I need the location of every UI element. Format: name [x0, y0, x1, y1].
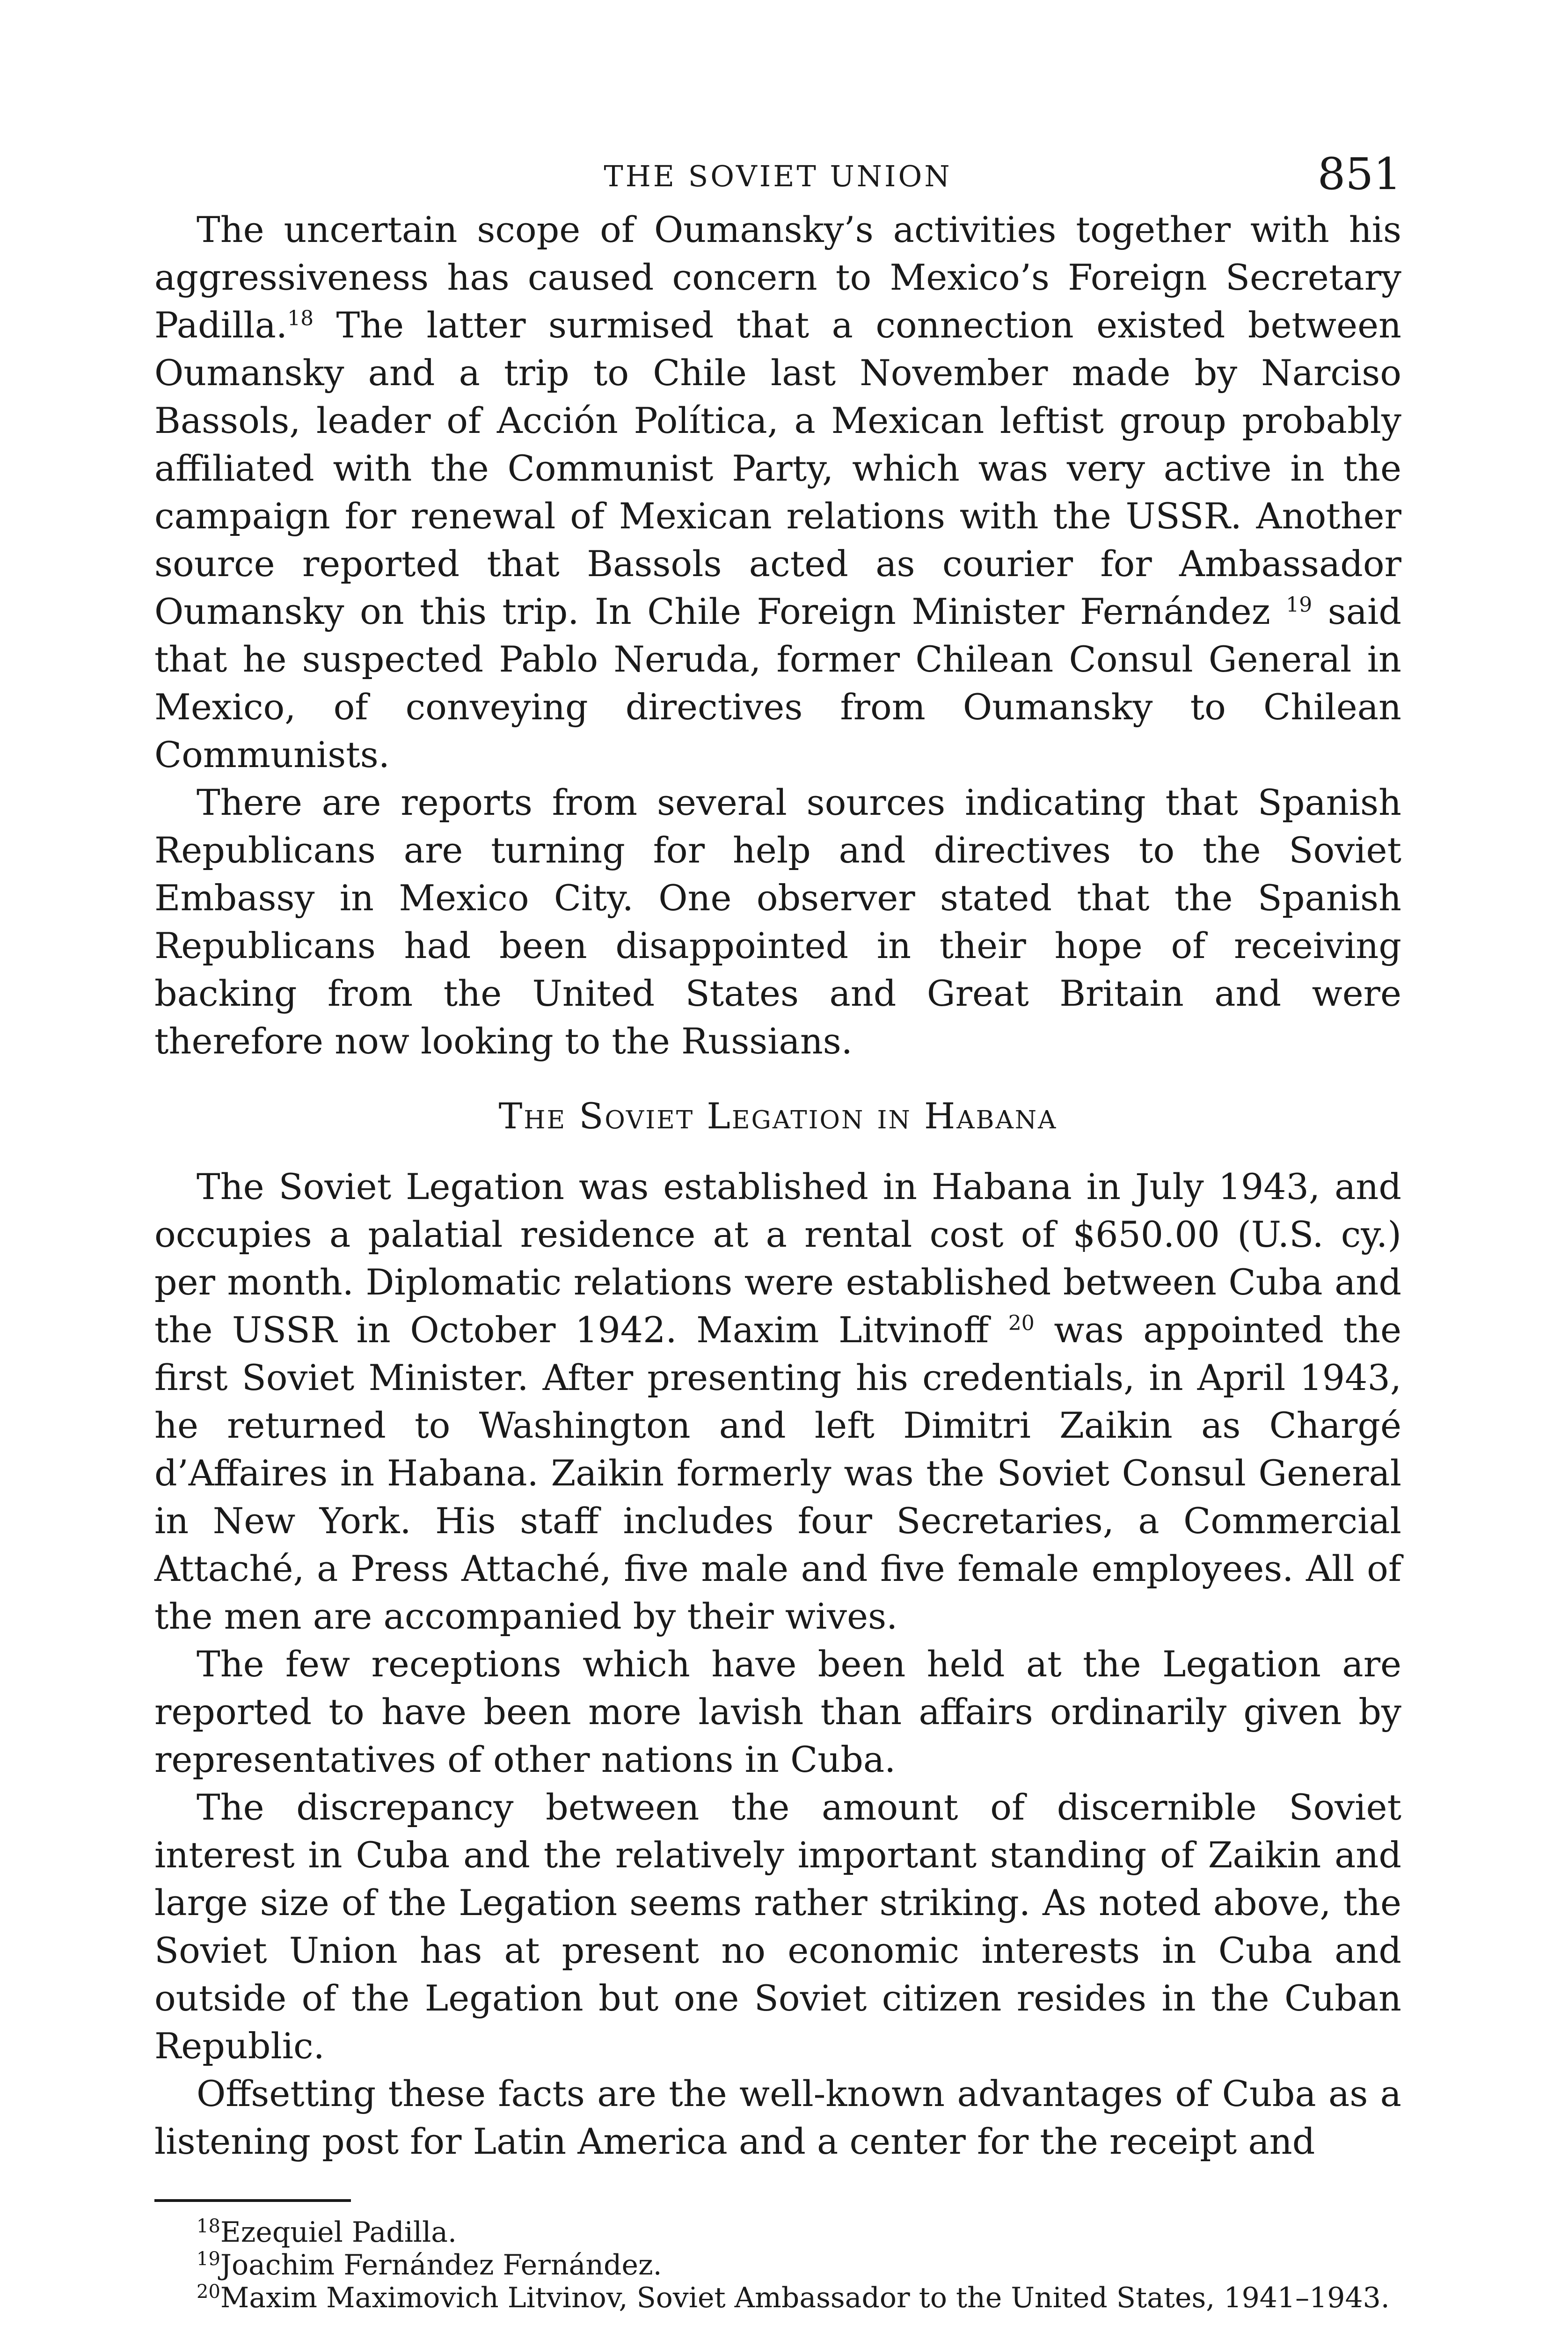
paragraph-spanish-republicans: There are reports from several sources indicating that Spanish Republicans are turning for help and directives to the Soviet Embassy in Mexico City. One observer stated that the Spanish Republicans had been disappointed in their hope of receiving backing from the United States and Great Britain and were therefore now looking to the Russians.	[154, 782, 1401, 1062]
footnote-reference-18: 18	[287, 307, 314, 330]
footnote-18	[154, 2216, 1401, 2249]
footnotes	[154, 2216, 1401, 2314]
footnote-text: Maxim Maximovich Litvinov, Soviet Ambassador to the United States, 1941–1943.	[220, 2282, 1390, 2314]
footnote-reference-20: 20	[1008, 1311, 1035, 1335]
running-title: THE SOVIET UNION	[604, 159, 952, 193]
paragraph-discrepancy: The discrepancy between the amount of discernible Soviet interest in Cuba and the relatively important standing of Zaikin and large size of the Legation seems rather striking. As noted above, the Soviet Union has at present no economic interests in Cuba and outside of the Legation but one Soviet citizen resides in the Cuban Republic.	[154, 1786, 1401, 2067]
paragraph-legation-established	[154, 1163, 1401, 1640]
footnote-number: 18	[197, 2216, 220, 2237]
footnote-text: Ezequiel Padilla.	[220, 2216, 457, 2249]
paragraph-offsetting: Offsetting these facts are the well-known advantages of Cuba as a listening post for Latin America and a center for the receipt and	[154, 2073, 1401, 2162]
paragraph-text: The Soviet Legation was established in Habana in July 1943, and occupies a palatial residence at a rental cost of $650.00 (U.S. cy.) per month. Diplomatic relations were established between Cuba and the USSR in October 1942. Maxim Litvinoff	[154, 1166, 1401, 1351]
paragraph-text: was appointed the first Soviet Minister. After presenting his credentials, in April 1943, he returned to Washington and left Dimitri Zaikin as Chargé d’Affaires in Habana. Zaikin formerly was the Soviet Consul General in New York. His staff includes four Secretaries, a Commercial Attaché, a Press Attaché, five male and five female employees. All of the men are accompanied by their wives.	[154, 1309, 1401, 1637]
page-number: 851	[1317, 149, 1401, 200]
section-heading: The Soviet Legation in Habana	[498, 1095, 1057, 1137]
paragraph-text: said that he suspected Pablo Neruda, former Chilean Consul General in Mexico, of conveying directives from Oumansky to Chilean Communists.	[154, 591, 1401, 775]
footnote-number: 20	[197, 2281, 220, 2303]
footnote-number: 19	[197, 2248, 220, 2270]
paragraph-text: The latter surmised that a connection existed between Oumansky and a trip to Chile last November made by Narciso Bassols, leader of Acción Política, a Mexican leftist group probably affiliated with the Communist Party, which was very active in the campaign for renewal of Mexican relations with the USSR. Another source reported that Bassols acted as courier for Ambassador Oumansky on this trip. In Chile Foreign Minister Fernández	[154, 304, 1401, 632]
paragraph-text: The uncertain scope of Oumansky’s activities together with his aggressiveness has caused concern to Mexico’s Foreign Secretary Padilla.	[154, 209, 1401, 346]
footnote-divider	[154, 2199, 351, 2202]
footnote-reference-19: 19	[1286, 593, 1313, 617]
paragraph-receptions: The few receptions which have been held at the Legation are reported to have been more lavish than affairs ordinarily given by representatives of other nations in Cuba.	[154, 1643, 1401, 1780]
footnote-19	[154, 2249, 1401, 2282]
footnote-20	[154, 2282, 1401, 2314]
footnote-text: Joachim Fernández Fernández.	[220, 2249, 662, 2282]
paragraph-oumansky	[154, 206, 1401, 779]
document-page	[154, 140, 1401, 2314]
running-header	[154, 140, 1401, 206]
